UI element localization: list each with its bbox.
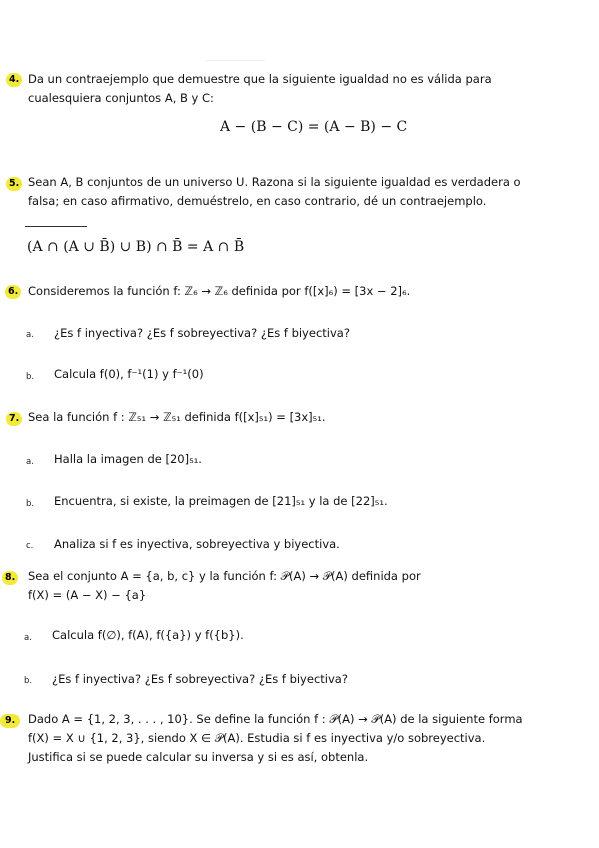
problem-9-line-1: Dado A = {1, 2, 3, . . . , 10}. Se define la función f : 𝒫(A) → 𝒫(A) de la siguiente forma <box>28 712 523 726</box>
problem-9-line-2: f(X) = X ∪ {1, 2, 3}, siendo X ∈ 𝒫(A). Estudia si f es inyectiva y/o sobreyectiva. <box>28 731 486 745</box>
problem-4-line-1: Da un contraejemplo que demuestre que la siguiente igualdad no es válida para <box>28 72 492 86</box>
problem-7-c-text: Analiza si f es inyectiva, sobreyectiva y biyectiva. <box>54 537 340 551</box>
problem-4-line-2: cualesquiera conjuntos A, B y C: <box>28 91 214 105</box>
problem-number-8: 8. <box>2 571 18 585</box>
problem-4-text <box>28 70 588 108</box>
problem-9-line-3: Justifica si se puede calcular su inversa y si es así, obtenla. <box>28 750 369 764</box>
problem-9-text <box>28 710 598 767</box>
problem-5-line-1: Sean A, B conjuntos de un universo U. Razona si la siguiente igualdad es verdadera o <box>28 175 521 189</box>
problem-number-4: 4. <box>6 73 22 87</box>
problem-7-line-1: Sea la función f : ℤ₅₁ → ℤ₅₁ definida f([x]₅₁) = [3x]₅₁. <box>28 410 326 424</box>
problem-6-a-label: a. <box>26 330 34 340</box>
problem-number-7: 7. <box>6 412 22 426</box>
problem-7-a-label: a. <box>26 457 34 467</box>
problem-8-b-text: ¿Es f inyectiva? ¿Es f sobreyectiva? ¿Es f biyectiva? <box>52 672 348 686</box>
problem-6-b-text: Calcula f(0), f⁻¹(1) y f⁻¹(0) <box>54 367 204 381</box>
problem-8-line-2: f(X) = (A − X) − {a} <box>28 588 147 602</box>
problem-7-b-label: b. <box>26 499 35 509</box>
problem-8-b-label: b. <box>24 676 33 686</box>
problem-6-a-text: ¿Es f inyectiva? ¿Es f sobreyectiva? ¿Es f biyectiva? <box>54 326 350 340</box>
problem-8-line-1: Sea el conjunto A = {a, b, c} y la función f: 𝒫(A) → 𝒫(A) definida por <box>28 569 421 583</box>
overline-bar <box>25 226 87 227</box>
problem-6-line-1: Consideremos la función f: ℤ₆ → ℤ₆ definida por f([x]₆) = [3x − 2]₆. <box>28 284 411 298</box>
problem-6-b-label: b. <box>26 372 35 382</box>
problem-number-6: 6. <box>5 285 21 299</box>
problem-number-5: 5. <box>6 177 22 191</box>
problem-5-line-2: falsa; en caso afirmativo, demuéstrelo, en caso contrario, dé un contraejemplo. <box>28 194 487 208</box>
problem-5-text <box>28 173 593 211</box>
problem-7-a-text: Halla la imagen de [20]₅₁. <box>54 452 202 466</box>
problem-8-text <box>28 567 588 605</box>
problem-5-formula: (A ∩ (A ∪ B̄) ∪ B) ∩ B̄ = A ∩ B̄ <box>27 239 245 255</box>
problem-8-a-label: a. <box>24 633 32 643</box>
problem-7-c-label: c. <box>26 541 34 551</box>
problem-7-b-text: Encuentra, si existe, la preimagen de [21]₅₁ y la de [22]₅₁. <box>54 494 388 508</box>
divider <box>205 60 265 61</box>
problem-8-a-text: Calcula f(∅), f(A), f({a}) y f({b}). <box>52 628 244 642</box>
problem-number-9: 9. <box>0 714 20 728</box>
problem-4-formula: A − (B − C) = (A − B) − C <box>220 119 408 135</box>
